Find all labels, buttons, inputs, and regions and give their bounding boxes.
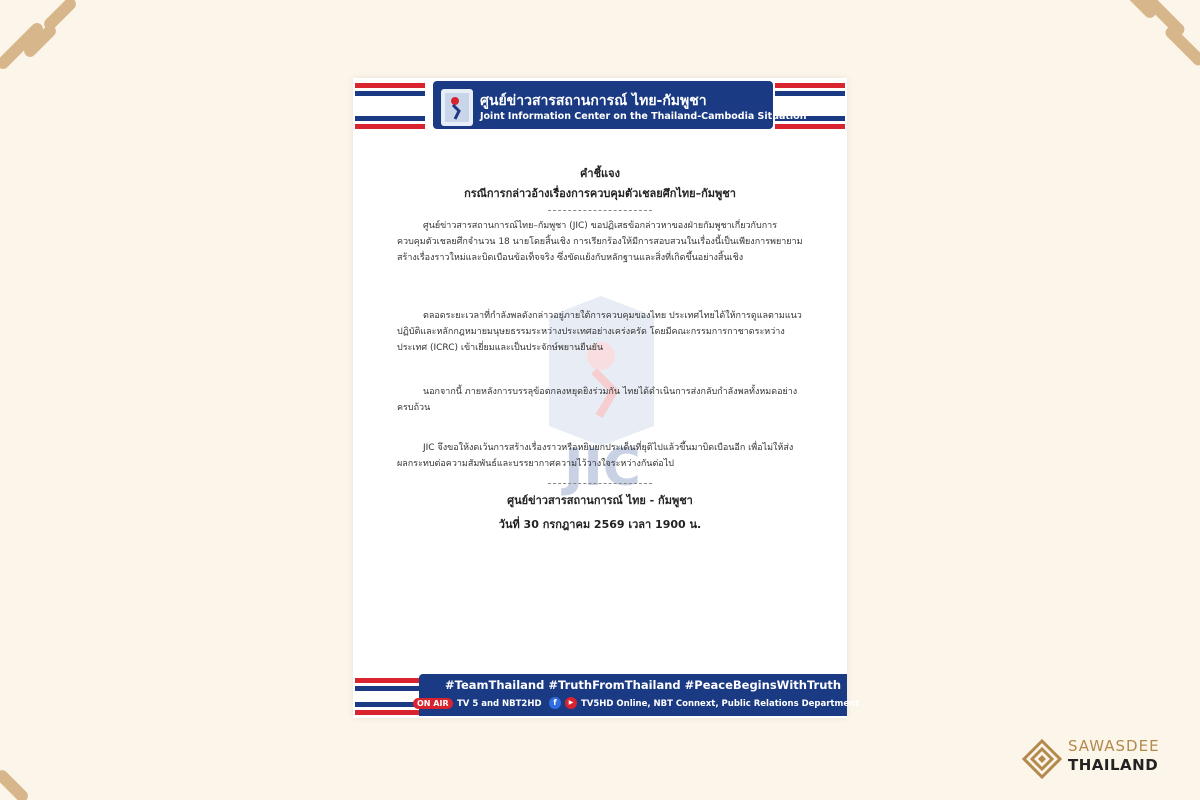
header-title-english: Joint Information Center on the Thailand-Cambodia Situation — [480, 111, 807, 122]
corner-decoration-bottom-left — [0, 750, 60, 800]
paragraph: ศูนย์ข่าวสารสถานการณ์ไทย–กัมพูชา (JIC) ขอปฏิเสธข้อกล่าวหาของฝ่ายกัมพูชาเกี่ยวกับการควบคุมตัวเชลยศึกจำนวน 18 นายโดยสิ้นเชิง การเรียกร้องให้มีการสอบสวนในเรื่องนี้เป็นเพียงการพยายามสร้างเรื่องราวใหม่และบิดเบือนข้อเท็จจริง ซึ่งขัดแย้งกับหลักฐานและสิ่งที่เกิดขึ้นอย่างสิ้นเชิง — [397, 221, 803, 263]
on-air-badge: ON AIR — [413, 698, 453, 709]
online-channels: TV5HD Online, NBT Connext, Public Relations Department — [581, 699, 860, 709]
facebook-icon: f — [549, 697, 561, 709]
flag-stripe — [355, 678, 421, 683]
youtube-icon: ▶ — [565, 697, 577, 709]
channel-list: TV 5 and NBT2HD — [457, 699, 542, 709]
corner-decoration-top-left — [0, 0, 90, 90]
flag-stripe — [355, 710, 421, 715]
paragraph: นอกจากนี้ ภายหลังการบรรลุข้อตกลงหยุดยิงร่วมกัน ไทยได้ดำเนินการส่งกลับกำลังพลทั้งหมดอย่างครบถ้วน — [397, 387, 798, 413]
flag-stripe — [355, 83, 425, 88]
flag-stripe — [355, 686, 421, 691]
flag-stripe — [355, 91, 425, 96]
flag-stripe — [355, 124, 425, 129]
flag-stripe — [775, 83, 845, 88]
date-line: วันที่ 30 กรกฎาคม 2569 เวลา 1900 น. — [498, 518, 702, 531]
statement-document — [353, 78, 860, 718]
diamond-logo-icon — [1022, 739, 1062, 779]
document-subheading: กรณีการกล่าวอ้างเรื่องการควบคุมตัวเชลยศึกไทย–กัมพูชา — [464, 187, 736, 200]
header-title-thai: ศูนย์ข่าวสารสถานการณ์ ไทย-กัมพูชา — [480, 93, 707, 109]
paragraph: ตลอดระยะเวลาที่กำลังพลดังกล่าวอยู่ภายใต้การควบคุมของไทย ประเทศไทยได้ให้การดูแลตามแนวปฏิบัติและหลักกฎหมายมนุษยธรรมระหว่างประเทศอย่างเคร่งครัด โดยมีคณะกรรมการกาชาดระหว่างประเทศ (ICRC) เข้าเยี่ยมและเป็นประจักษ์พยานยืนยัน — [397, 311, 802, 353]
document-footer — [353, 672, 860, 716]
document-header — [353, 78, 847, 138]
corner-decoration-top-right — [1110, 0, 1200, 90]
paragraph: JIC จึงขอให้งดเว้นการสร้างเรื่องราวหรือหยิบยกประเด็นที่ยุติไปแล้วขึ้นมาบิดเบือนอีก เพื่อไม่ให้ส่งผลกระทบต่อความสัมพันธ์และบรรยากาศความไว้วางใจระหว่างกันต่อไป — [397, 443, 794, 469]
divider — [548, 483, 652, 484]
brand-name-top: SAWASDEE — [1068, 737, 1160, 755]
brand-name-bottom: THAILAND — [1068, 756, 1159, 774]
flag-stripe — [355, 116, 425, 121]
jic-logo-icon — [441, 89, 473, 126]
flag-stripe — [775, 91, 845, 96]
flag-stripe — [355, 702, 421, 707]
signature: ศูนย์ข่าวสารสถานการณ์ ไทย - กัมพูชา — [507, 494, 693, 507]
document-heading: คำชี้แจง — [580, 167, 620, 180]
divider — [548, 210, 652, 211]
hashtags: #TeamThailand #TruthFromThailand #PeaceBeginsWithTruth — [445, 678, 842, 692]
flag-stripe — [775, 124, 845, 129]
watermark-text: JIC — [564, 438, 641, 498]
